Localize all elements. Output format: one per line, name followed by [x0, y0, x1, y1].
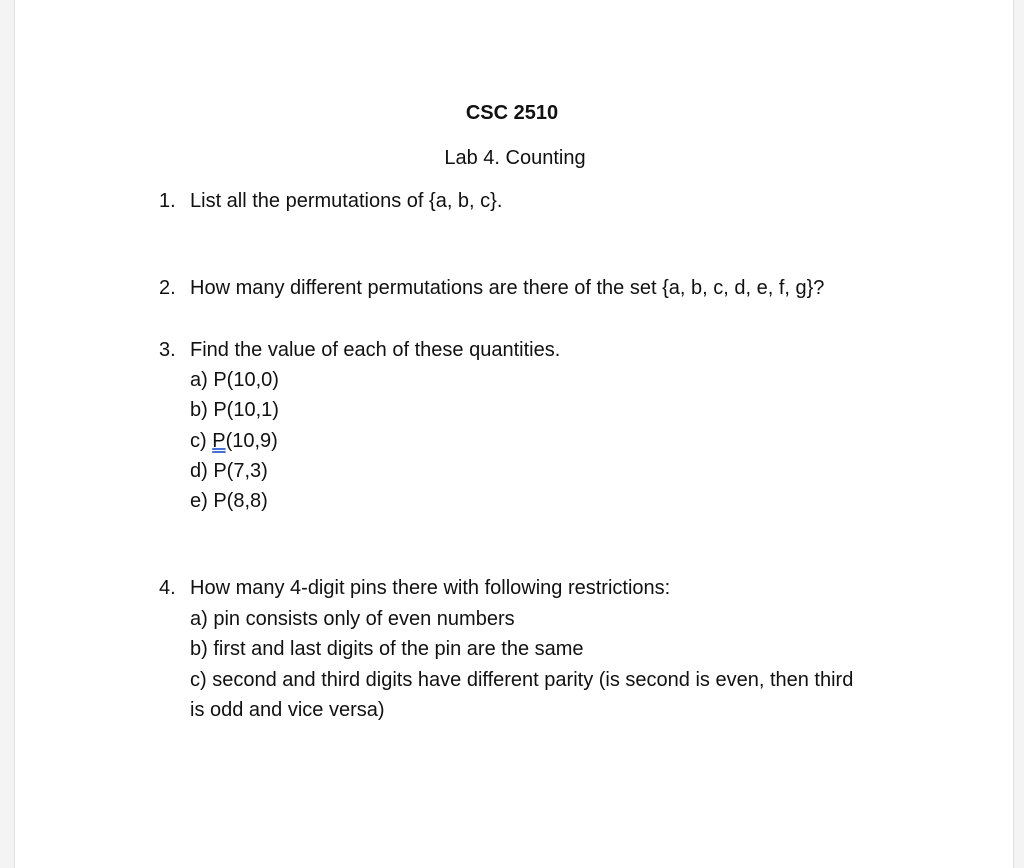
question-number: 3. — [159, 339, 176, 361]
question-text: Find the value of each of these quantities. — [190, 339, 561, 361]
part-c-prefix: c) — [190, 430, 213, 452]
question-4 — [159, 576, 670, 600]
lab-title: Lab 4. Counting — [444, 147, 586, 169]
question-3 — [159, 338, 560, 362]
question-4-part-b: b) first and last digits of the pin are the same — [190, 638, 584, 660]
question-text: How many different permutations are there of the set {a, b, c, d, e, f, g}? — [190, 277, 825, 299]
question-3-part-d: d) P(7,3) — [190, 460, 268, 482]
question-4-part-a: a) pin consists only of even numbers — [190, 608, 515, 630]
question-4-part-c: c) second and third digits have different parity (is second is even, then third — [190, 669, 854, 691]
question-2 — [159, 276, 824, 300]
course-title: CSC 2510 — [465, 102, 559, 124]
question-text: How many 4-digit pins there with following restrictions: — [190, 577, 671, 599]
question-number: 1. — [159, 190, 176, 212]
question-1 — [159, 189, 502, 213]
question-number: 4. — [159, 577, 176, 599]
question-3-part-a: a) P(10,0) — [190, 369, 279, 391]
document-page — [14, 0, 1014, 868]
spellcheck-flagged-text[interactable]: P — [212, 430, 226, 452]
part-c-rest: (10,9) — [225, 430, 278, 452]
question-3-part-e: e) P(8,8) — [190, 490, 268, 512]
question-4-part-c-continued: is odd and vice versa) — [190, 699, 385, 721]
question-number: 2. — [159, 277, 176, 299]
question-3-part-b: b) P(10,1) — [190, 399, 279, 421]
question-3-part-c — [190, 429, 278, 453]
question-text: List all the permutations of {a, b, c}. — [190, 190, 503, 212]
